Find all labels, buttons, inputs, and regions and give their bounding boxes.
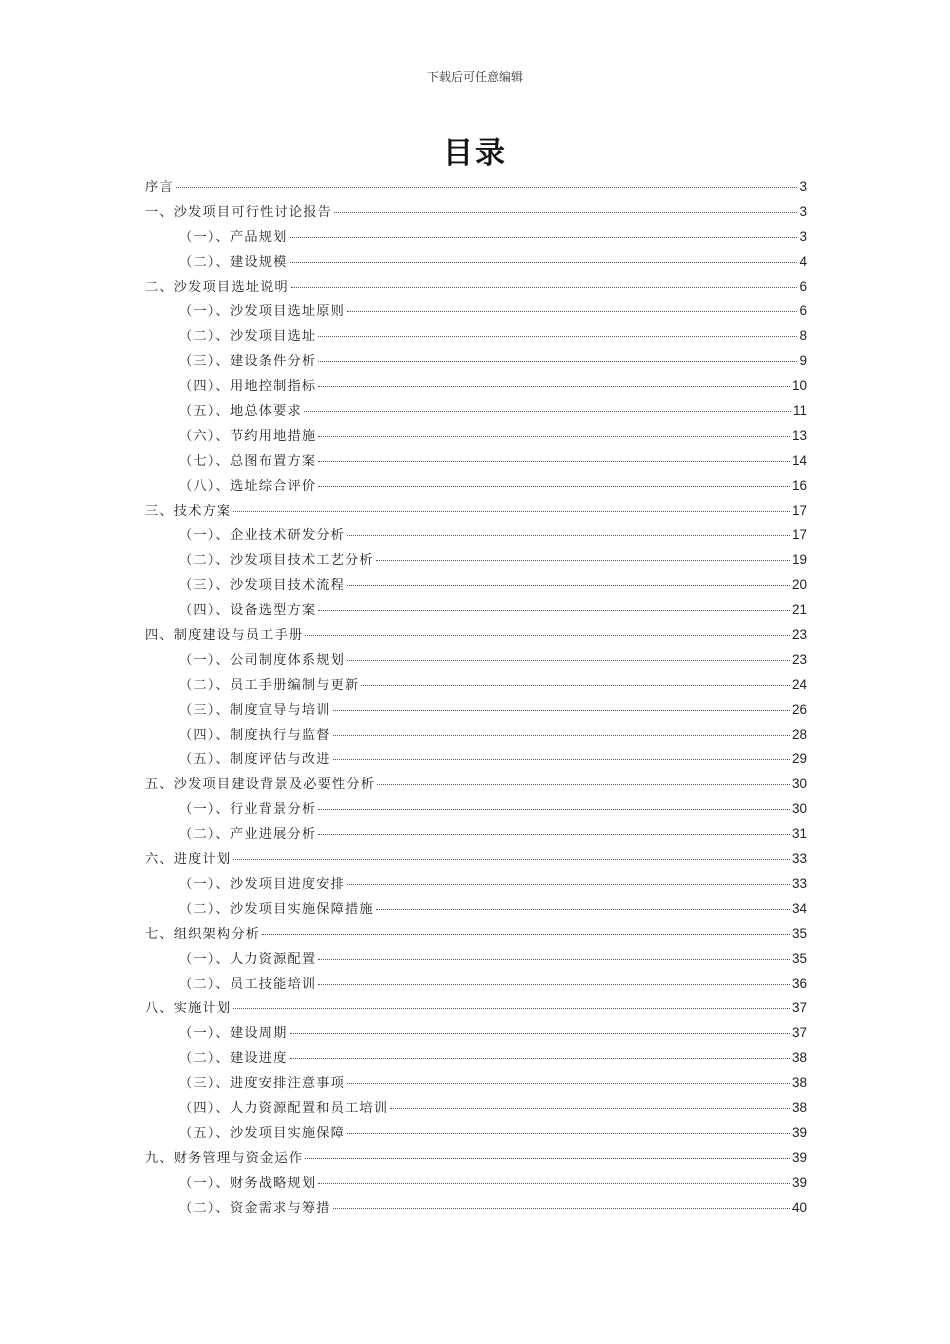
toc-dot-leader bbox=[305, 1157, 790, 1159]
toc-entry[interactable] bbox=[145, 201, 807, 226]
toc-entry-label: 六、进度计划 bbox=[145, 852, 232, 868]
toc-entry-label: （一）、建设周期 bbox=[179, 1026, 288, 1042]
page-header: 下载后可任意编辑 bbox=[426, 70, 523, 84]
toc-entry-label: 九、财务管理与资金运作 bbox=[145, 1150, 304, 1166]
toc-dot-leader bbox=[318, 958, 790, 960]
toc-dot-leader bbox=[333, 734, 790, 736]
toc-entry-page-number: 6 bbox=[799, 303, 807, 319]
toc-entry-label: （五）、沙发项目实施保障 bbox=[179, 1125, 346, 1141]
toc-entry[interactable] bbox=[145, 500, 807, 525]
toc-entry-page-number: 20 bbox=[791, 577, 807, 593]
toc-entry-page-number: 9 bbox=[799, 353, 807, 369]
toc-entry-label: 八、实施计划 bbox=[145, 1001, 232, 1017]
toc-entry-label: （三）、进度安排注意事项 bbox=[179, 1076, 346, 1092]
toc-entry[interactable] bbox=[145, 1072, 807, 1097]
toc-entry-label: （四）、用地控制指标 bbox=[179, 379, 317, 395]
toc-entry-page-number: 35 bbox=[791, 925, 807, 941]
toc-entry-page-number: 10 bbox=[791, 378, 807, 394]
toc-dot-leader bbox=[376, 908, 790, 910]
toc-entry[interactable] bbox=[145, 524, 807, 549]
toc-entry-label: （一）、财务战略规划 bbox=[179, 1175, 317, 1191]
toc-dot-leader bbox=[318, 335, 797, 337]
toc-entry[interactable] bbox=[145, 724, 807, 749]
toc-entry[interactable] bbox=[145, 997, 807, 1022]
toc-entry-label: （八）、选址综合评价 bbox=[179, 478, 317, 494]
toc-entry-page-number: 40 bbox=[791, 1199, 807, 1215]
toc-dot-leader bbox=[291, 286, 798, 288]
toc-entry-label: （二）、沙发项目技术工艺分析 bbox=[179, 553, 374, 569]
toc-dot-leader bbox=[318, 808, 790, 810]
toc-entry-label: （一）、人力资源配置 bbox=[179, 951, 317, 967]
toc-entry-label: 七、组织架构分析 bbox=[145, 926, 261, 942]
toc-entry[interactable] bbox=[145, 400, 807, 425]
toc-dot-leader bbox=[377, 783, 790, 785]
toc-entry-label: （三）、沙发项目技术流程 bbox=[179, 578, 346, 594]
toc-dot-leader bbox=[233, 510, 790, 512]
toc-entry[interactable] bbox=[145, 450, 807, 475]
toc-dot-leader bbox=[305, 634, 790, 636]
toc-entry[interactable] bbox=[145, 1172, 807, 1197]
toc-entry-label: （二）、建设规模 bbox=[179, 254, 288, 270]
toc-entry[interactable] bbox=[145, 699, 807, 724]
toc-entry-label: （二）、沙发项目实施保障措施 bbox=[179, 901, 374, 917]
toc-entry[interactable] bbox=[145, 325, 807, 350]
toc-dot-leader bbox=[233, 1007, 790, 1009]
toc-entry-label: （四）、人力资源配置和员工培训 bbox=[179, 1100, 389, 1116]
toc-entry-label: 序言 bbox=[145, 180, 174, 195]
toc-entry-page-number: 35 bbox=[791, 950, 807, 966]
toc-entry-label: 二、沙发项目选址说明 bbox=[145, 279, 289, 295]
toc-entry[interactable] bbox=[145, 923, 807, 948]
toc-entry-page-number: 23 bbox=[791, 651, 807, 667]
toc-entry[interactable] bbox=[145, 300, 807, 325]
toc-entry-page-number: 17 bbox=[791, 502, 807, 518]
toc-entry[interactable] bbox=[145, 226, 807, 251]
toc-entry-label: （五）、制度评估与改进 bbox=[179, 752, 331, 768]
toc-entry[interactable] bbox=[145, 475, 807, 500]
toc-entry-page-number: 28 bbox=[791, 726, 807, 742]
toc-entry[interactable] bbox=[145, 176, 807, 201]
toc-entry-page-number: 8 bbox=[799, 328, 807, 344]
toc-entry-label: （二）、员工手册编制与更新 bbox=[179, 677, 360, 693]
page-title: 目录 bbox=[443, 136, 507, 171]
toc-entry-page-number: 16 bbox=[791, 477, 807, 493]
toc-entry-page-number: 37 bbox=[791, 1000, 807, 1016]
toc-dot-leader bbox=[347, 1132, 790, 1134]
toc-entry-page-number: 36 bbox=[791, 975, 807, 991]
toc-dot-leader bbox=[290, 261, 798, 263]
toc-entry[interactable] bbox=[145, 574, 807, 599]
toc-entry-page-number: 24 bbox=[791, 676, 807, 692]
toc-entry-page-number: 23 bbox=[791, 627, 807, 643]
toc-dot-leader bbox=[318, 360, 797, 362]
toc-dot-leader bbox=[262, 933, 790, 935]
toc-dot-leader bbox=[334, 211, 797, 213]
toc-entry[interactable] bbox=[145, 1197, 807, 1222]
toc-dot-leader bbox=[347, 584, 790, 586]
toc-entry[interactable] bbox=[145, 973, 807, 998]
toc-dot-leader bbox=[390, 1107, 790, 1109]
toc-entry-page-number: 31 bbox=[791, 826, 807, 842]
toc-entry[interactable] bbox=[145, 773, 807, 798]
toc-entry[interactable] bbox=[145, 425, 807, 450]
toc-entry[interactable] bbox=[145, 276, 807, 301]
toc-entry-label: （五）、地总体要求 bbox=[179, 404, 302, 420]
toc-entry-page-number: 11 bbox=[792, 403, 807, 419]
toc-entry[interactable] bbox=[145, 549, 807, 574]
toc-entry-label: （四）、设备选型方案 bbox=[179, 603, 317, 619]
toc-dot-leader bbox=[361, 684, 790, 686]
toc-dot-leader bbox=[347, 659, 790, 661]
toc-entry-page-number: 17 bbox=[791, 527, 807, 543]
toc-dot-leader bbox=[176, 186, 798, 188]
toc-entry-label: （一）、行业背景分析 bbox=[179, 802, 317, 818]
toc-entry-page-number: 39 bbox=[791, 1174, 807, 1190]
toc-entry-page-number: 6 bbox=[799, 278, 807, 294]
toc-entry-label: （一）、沙发项目进度安排 bbox=[179, 876, 346, 892]
toc-entry-page-number: 3 bbox=[799, 228, 807, 244]
toc-entry[interactable] bbox=[145, 873, 807, 898]
toc-entry-label: （二）、产业进展分析 bbox=[179, 827, 317, 843]
toc-dot-leader bbox=[347, 883, 790, 885]
toc-entry-label: 五、沙发项目建设背景及必要性分析 bbox=[145, 777, 376, 793]
toc-dot-leader bbox=[318, 983, 790, 985]
toc-entry-page-number: 39 bbox=[791, 1149, 807, 1165]
toc-entry[interactable] bbox=[145, 823, 807, 848]
toc-entry-label: （二）、员工技能培训 bbox=[179, 976, 317, 992]
toc-entry-label: （四）、制度执行与监督 bbox=[179, 727, 331, 743]
toc-entry[interactable] bbox=[145, 251, 807, 276]
toc-entry-label: （二）、沙发项目选址 bbox=[179, 329, 317, 345]
toc-dot-leader bbox=[290, 1057, 790, 1059]
toc-entry[interactable] bbox=[145, 948, 807, 973]
toc-dot-leader bbox=[347, 310, 797, 312]
toc-entry-label: （六）、节约用地措施 bbox=[179, 428, 317, 444]
toc-dot-leader bbox=[376, 559, 790, 561]
toc-dot-leader bbox=[333, 758, 790, 760]
toc-entry-label: （七）、总图布置方案 bbox=[179, 453, 317, 469]
toc-entry-page-number: 29 bbox=[791, 751, 807, 767]
toc-entry-label: （二）、建设进度 bbox=[179, 1051, 288, 1067]
toc-entry-page-number: 34 bbox=[791, 900, 807, 916]
toc-entry-label: 四、制度建设与员工手册 bbox=[145, 628, 304, 644]
toc-entry[interactable] bbox=[145, 375, 807, 400]
toc-entry-page-number: 30 bbox=[791, 776, 807, 792]
toc-entry[interactable] bbox=[145, 1147, 807, 1172]
toc-entry[interactable] bbox=[145, 748, 807, 773]
toc-entry[interactable] bbox=[145, 599, 807, 624]
toc-entry-page-number: 39 bbox=[791, 1124, 807, 1140]
toc-dot-leader bbox=[318, 609, 790, 611]
toc-dot-leader bbox=[318, 385, 790, 387]
toc-entry-page-number: 37 bbox=[791, 1025, 807, 1041]
toc-entry-page-number: 3 bbox=[799, 203, 807, 219]
toc-entry-page-number: 14 bbox=[791, 452, 807, 468]
toc-entry-label: （一）、沙发项目选址原则 bbox=[179, 304, 346, 320]
toc-entry-label: （二）、资金需求与筹措 bbox=[179, 1200, 331, 1216]
toc-entry-label: 一、沙发项目可行性讨论报告 bbox=[145, 204, 333, 220]
table-of-contents bbox=[145, 176, 807, 1221]
toc-entry-page-number: 4 bbox=[799, 253, 807, 269]
toc-dot-leader bbox=[304, 410, 791, 412]
toc-entry-label: 三、技术方案 bbox=[145, 503, 232, 519]
toc-dot-leader bbox=[290, 1032, 790, 1034]
toc-dot-leader bbox=[333, 709, 790, 711]
toc-entry[interactable] bbox=[145, 1122, 807, 1147]
toc-entry-page-number: 30 bbox=[791, 801, 807, 817]
toc-entry[interactable] bbox=[145, 898, 807, 923]
toc-entry-label: （一）、产品规划 bbox=[179, 229, 288, 245]
toc-dot-leader bbox=[290, 236, 798, 238]
toc-dot-leader bbox=[347, 534, 790, 536]
toc-entry-page-number: 38 bbox=[791, 1099, 807, 1115]
toc-dot-leader bbox=[318, 833, 790, 835]
toc-dot-leader bbox=[318, 460, 790, 462]
toc-entry-page-number: 33 bbox=[791, 851, 807, 867]
toc-entry-page-number: 38 bbox=[791, 1050, 807, 1066]
toc-entry-label: （一）、企业技术研发分析 bbox=[179, 528, 346, 544]
toc-entry-page-number: 38 bbox=[791, 1075, 807, 1091]
toc-dot-leader bbox=[318, 1182, 790, 1184]
toc-entry-page-number: 33 bbox=[791, 875, 807, 891]
toc-entry[interactable] bbox=[145, 649, 807, 674]
toc-dot-leader bbox=[318, 485, 790, 487]
toc-entry[interactable] bbox=[145, 1097, 807, 1122]
toc-dot-leader bbox=[233, 858, 790, 860]
toc-entry-label: （一）、公司制度体系规划 bbox=[179, 652, 346, 668]
toc-dot-leader bbox=[318, 435, 790, 437]
toc-entry[interactable] bbox=[145, 848, 807, 873]
toc-entry-page-number: 13 bbox=[791, 427, 807, 443]
toc-entry-label: （三）、制度宣导与培训 bbox=[179, 702, 331, 718]
toc-entry-page-number: 26 bbox=[791, 701, 807, 717]
toc-entry[interactable] bbox=[145, 624, 807, 649]
toc-entry[interactable] bbox=[145, 1022, 807, 1047]
toc-entry-page-number: 21 bbox=[791, 602, 807, 618]
toc-entry[interactable] bbox=[145, 798, 807, 823]
toc-entry[interactable] bbox=[145, 350, 807, 375]
toc-dot-leader bbox=[333, 1207, 790, 1209]
toc-entry-page-number: 3 bbox=[799, 179, 807, 194]
toc-entry[interactable] bbox=[145, 674, 807, 699]
toc-entry-label: （三）、建设条件分析 bbox=[179, 354, 317, 370]
toc-entry-page-number: 19 bbox=[791, 552, 807, 568]
toc-dot-leader bbox=[347, 1082, 790, 1084]
toc-entry[interactable] bbox=[145, 1047, 807, 1072]
